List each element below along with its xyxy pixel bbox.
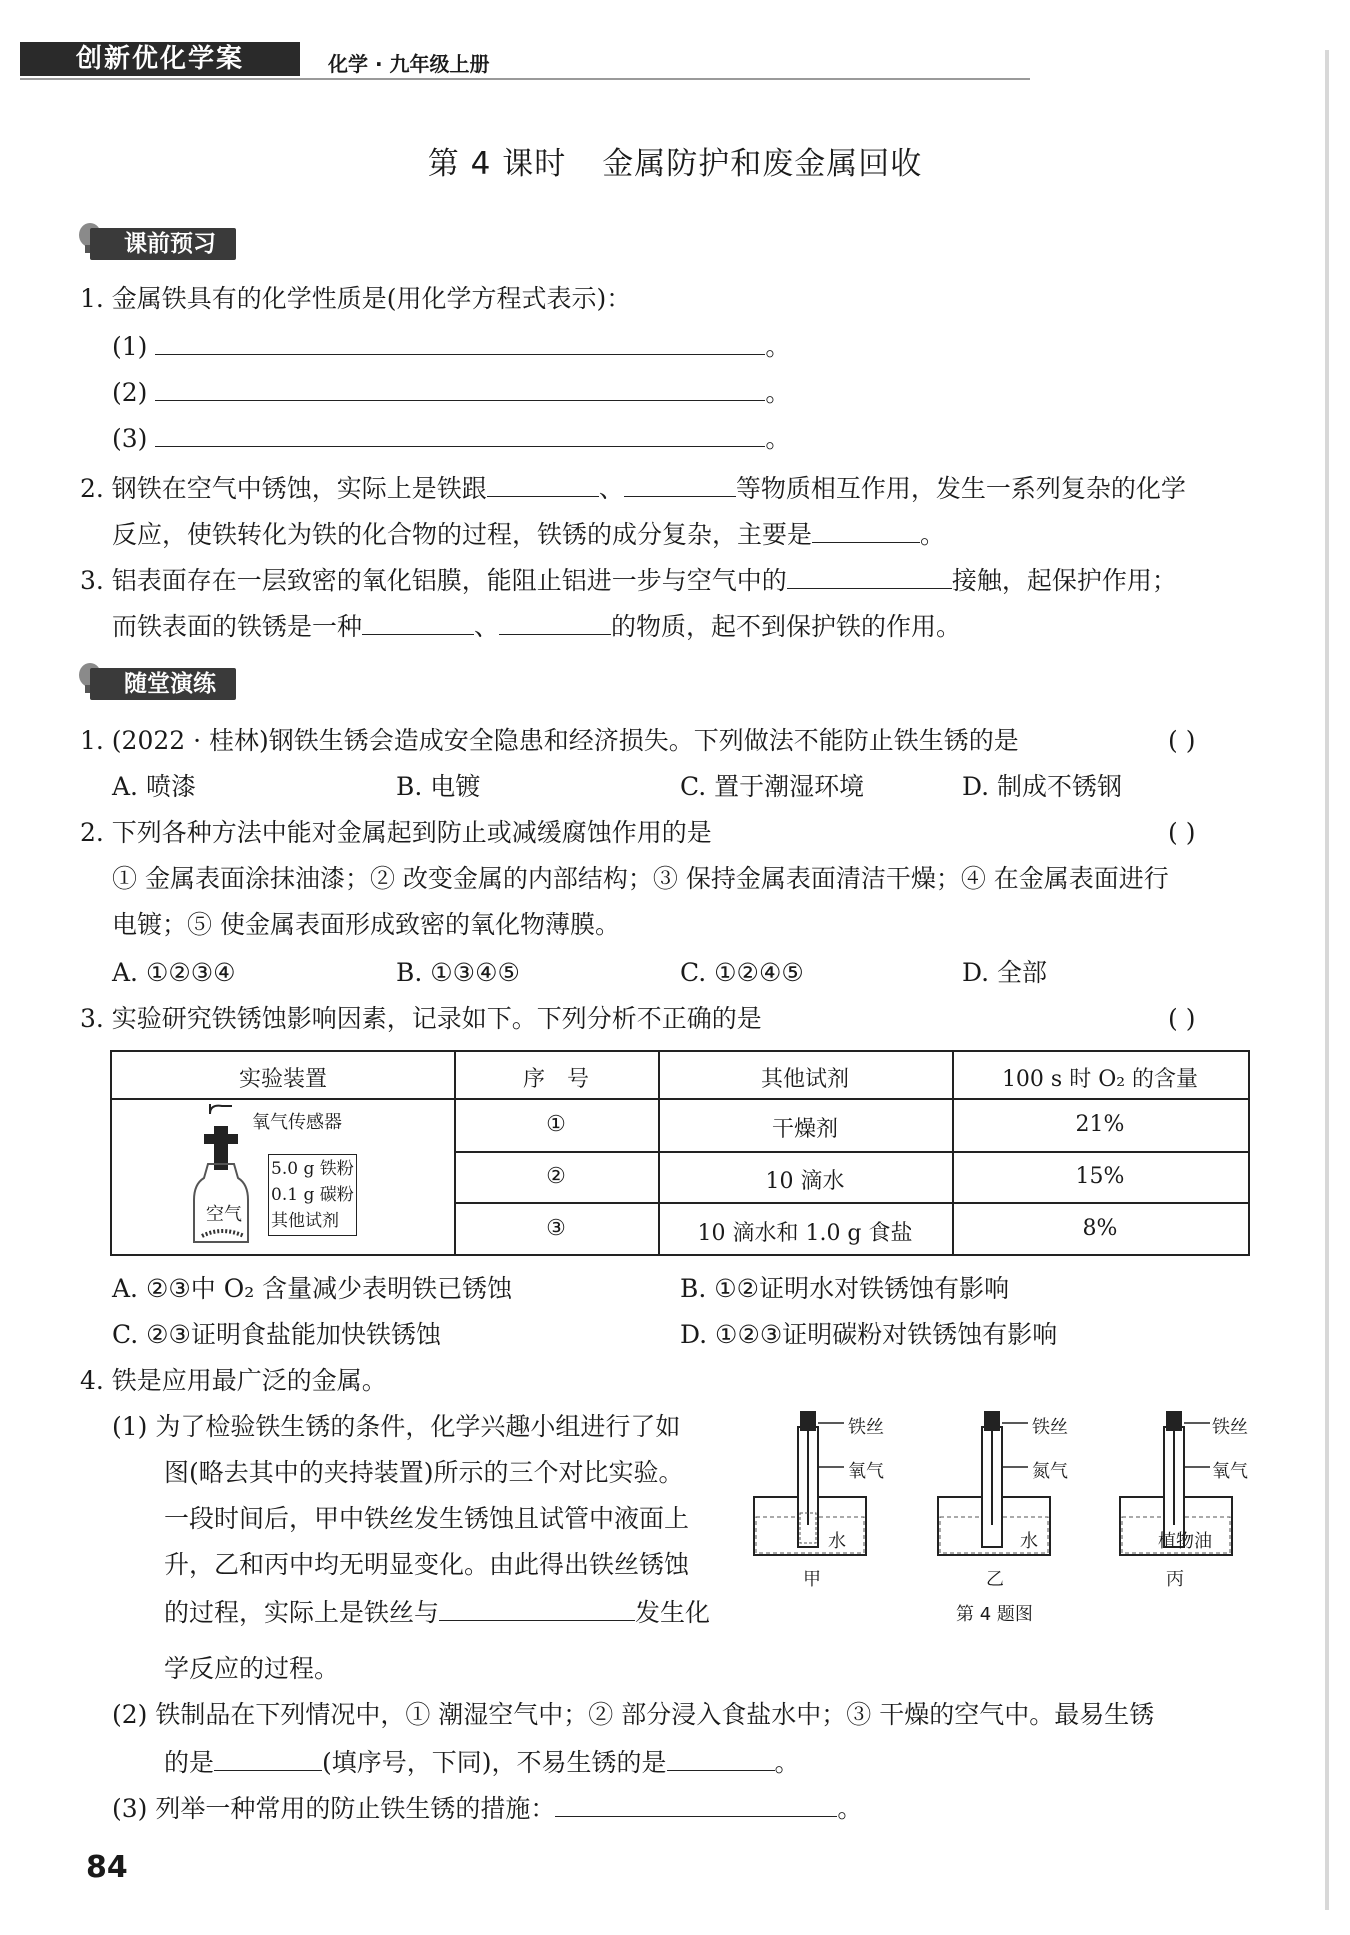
answer-blank[interactable] — [155, 420, 765, 447]
air-label: 空气 — [206, 1204, 242, 1225]
table-header: 实验装置 — [238, 1067, 327, 1092]
bing-liquid-label: 植物油 — [1158, 1531, 1212, 1552]
preview-q3-line2: 而铁表面的铁锈是一种 、 的物质，起不到保护铁的作用。 — [112, 608, 961, 644]
answer-blank[interactable] — [214, 1744, 322, 1771]
q4-part3: (3) 列举一种常用的防止铁生锈的措施： 。 — [112, 1790, 862, 1826]
jia-gas-label: 氧气 — [848, 1461, 884, 1482]
table-header: 序 号 — [522, 1067, 589, 1092]
practice-q4: 4. 铁是应用最广泛的金属。 — [80, 1366, 387, 1395]
lesson-title — [0, 138, 1350, 183]
table-header: 其他试剂 — [760, 1067, 849, 1092]
q4-part1-line2: 图(略去其中的夹持装置)所示的三个对比实验。 — [164, 1458, 684, 1487]
table-cell: 21% — [1075, 1112, 1125, 1137]
subject-label: 化学 · 九年级上册 — [328, 52, 490, 76]
q1-option-c: C. 置于潮湿环境 — [680, 772, 865, 801]
page-number: 84 — [86, 1850, 128, 1885]
q3-option-d: D. ①②③证明碳粉对铁锈蚀有影响 — [680, 1320, 1058, 1349]
preview-q1-item-2: (2) 。 — [112, 374, 790, 410]
answer-blank[interactable] — [155, 374, 765, 401]
preview-q1: 1. 金属铁具有的化学性质是(用化学方程式表示)： — [80, 284, 632, 313]
table-cell: 15% — [1075, 1164, 1125, 1189]
section-preview-heading: 课前预习 — [90, 228, 236, 260]
answer-blank[interactable] — [667, 1744, 775, 1771]
answer-parenthesis[interactable]: ( ) — [1168, 1004, 1196, 1033]
reagent-other: 其他试剂 — [271, 1211, 339, 1231]
preview-q1-item-1: (1) 。 — [112, 328, 790, 364]
table-cell: 8% — [1082, 1216, 1118, 1241]
figure-caption: 第 4 题图 — [956, 1604, 1033, 1625]
practice-q2: 2. 下列各种方法中能对金属起到防止或减缓腐蚀作用的是 — [80, 818, 712, 847]
q3-option-b: B. ①②证明水对铁锈蚀有影响 — [680, 1274, 1010, 1303]
practice-q2-line2: 电镀；⑤ 使金属表面形成致密的氧化物薄膜。 — [112, 910, 620, 939]
series-banner — [20, 42, 300, 76]
yi-name: 乙 — [986, 1569, 1004, 1590]
q3-option-a: A. ②③中 O₂ 含量减少表明铁已锈蚀 — [112, 1274, 513, 1303]
reagent-box — [268, 1154, 357, 1236]
preview-q2-line2: 反应，使铁转化为铁的化合物的过程，铁锈的成分复杂，主要是 。 — [112, 516, 945, 552]
answer-parenthesis[interactable]: ( ) — [1168, 726, 1196, 755]
answer-blank[interactable] — [362, 608, 474, 635]
reagent-iron: 5.0 g 铁粉 — [271, 1159, 354, 1179]
lesson-number: 第 4 课时 — [427, 146, 567, 182]
q1-option-a: A. 喷漆 — [112, 772, 196, 801]
answer-blank[interactable] — [487, 470, 599, 497]
q4-part1-line3: 一段时间后，甲中铁丝发生锈蚀且试管中液面上 — [164, 1504, 690, 1533]
answer-blank[interactable] — [439, 1594, 635, 1621]
q3-option-c: C. ②③证明食盐能加快铁锈蚀 — [112, 1320, 441, 1349]
q2-option-c: C. ①②④⑤ — [680, 958, 804, 987]
yi-gas-label: 氮气 — [1032, 1461, 1068, 1482]
table-rule — [112, 1098, 1248, 1100]
bing-wire-label: 铁丝 — [1212, 1417, 1248, 1438]
answer-blank[interactable] — [624, 470, 736, 497]
header-rule — [20, 78, 1030, 80]
sensor-label: 氧气传感器 — [252, 1112, 342, 1133]
answer-blank[interactable] — [499, 608, 611, 635]
answer-blank[interactable] — [155, 328, 765, 355]
preview-q1-item-3: (3) 。 — [112, 420, 790, 456]
jia-liquid-label: 水 — [828, 1531, 846, 1552]
practice-q3: 3. 实验研究铁锈蚀影响因素，记录如下。下列分析不正确的是 — [80, 1004, 762, 1033]
rust-experiment-figure — [752, 1405, 1272, 1595]
bing-name: 丙 — [1166, 1569, 1184, 1590]
q2-option-b: B. ①③④⑤ — [396, 958, 520, 987]
q4-part2-line2: 的是 (填序号，下同)，不易生锈的是 。 — [164, 1744, 800, 1780]
practice-q2-line1: ① 金属表面涂抹油漆；② 改变金属的内部结构；③ 保持金属表面清洁干燥；④ 在金属表面进行 — [112, 864, 1169, 893]
preview-q3-line1: 3. 铝表面存在一层致密的氧化铝膜，能阻止铝进一步与空气中的 接触，起保护作用； — [80, 562, 1177, 598]
q4-part1-line5: 的过程，实际上是铁丝与 发生化 — [164, 1594, 710, 1630]
table-cell: 干燥剂 — [771, 1117, 838, 1142]
answer-blank[interactable] — [812, 516, 920, 543]
series-title: 创新优化学案 — [76, 44, 245, 74]
table-cell: ① — [546, 1112, 566, 1137]
preview-q2-line1: 2. 钢铁在空气中锈蚀，实际上是铁跟 、 等物质相互作用，发生一系列复杂的化学 — [80, 470, 1186, 506]
answer-parenthesis[interactable]: ( ) — [1168, 818, 1196, 847]
answer-blank[interactable] — [555, 1790, 837, 1817]
answer-blank[interactable] — [787, 562, 952, 589]
table-rule — [454, 1151, 1248, 1153]
table-cell: 10 滴水 — [765, 1169, 845, 1194]
q4-part1-line1: (1) 为了检验铁生锈的条件，化学兴趣小组进行了如 — [112, 1412, 681, 1441]
q2-option-a: A. ①②③④ — [112, 958, 236, 987]
practice-q1: 1. (2022 · 桂林)钢铁生锈会造成安全隐患和经济损失。下列做法不能防止铁生锈的是 — [80, 726, 1019, 755]
jia-wire-label: 铁丝 — [848, 1417, 884, 1438]
q4-part1-line4: 升，乙和丙中均无明显变化。由此得出铁丝锈蚀 — [164, 1550, 690, 1579]
experiment-table — [110, 1050, 1250, 1256]
table-cell: ③ — [546, 1216, 566, 1241]
lesson-topic: 金属防护和废金属回收 — [602, 146, 923, 182]
section-practice-heading: 随堂演练 — [90, 668, 236, 700]
table-header: 100 s 时 O₂ 的含量 — [1001, 1067, 1199, 1092]
q2-option-d: D. 全部 — [962, 958, 1048, 987]
q4-part1-line6: 学反应的过程。 — [164, 1654, 340, 1683]
table-rule — [454, 1202, 1248, 1204]
q1-option-d: D. 制成不锈钢 — [962, 772, 1123, 801]
yi-liquid-label: 水 — [1020, 1531, 1038, 1552]
yi-wire-label: 铁丝 — [1032, 1417, 1068, 1438]
q1-option-b: B. 电镀 — [396, 772, 481, 801]
q4-part2-line1: (2) 铁制品在下列情况中，① 潮湿空气中；② 部分浸入食盐水中；③ 干燥的空气中。最易生锈 — [112, 1700, 1155, 1729]
jia-name: 甲 — [803, 1569, 821, 1590]
bing-gas-label: 氧气 — [1212, 1461, 1248, 1482]
table-cell: 10 滴水和 1.0 g 食盐 — [697, 1221, 913, 1246]
table-cell: ② — [546, 1164, 566, 1189]
page-edge — [1325, 50, 1329, 1910]
reagent-carbon: 0.1 g 碳粉 — [271, 1185, 354, 1205]
